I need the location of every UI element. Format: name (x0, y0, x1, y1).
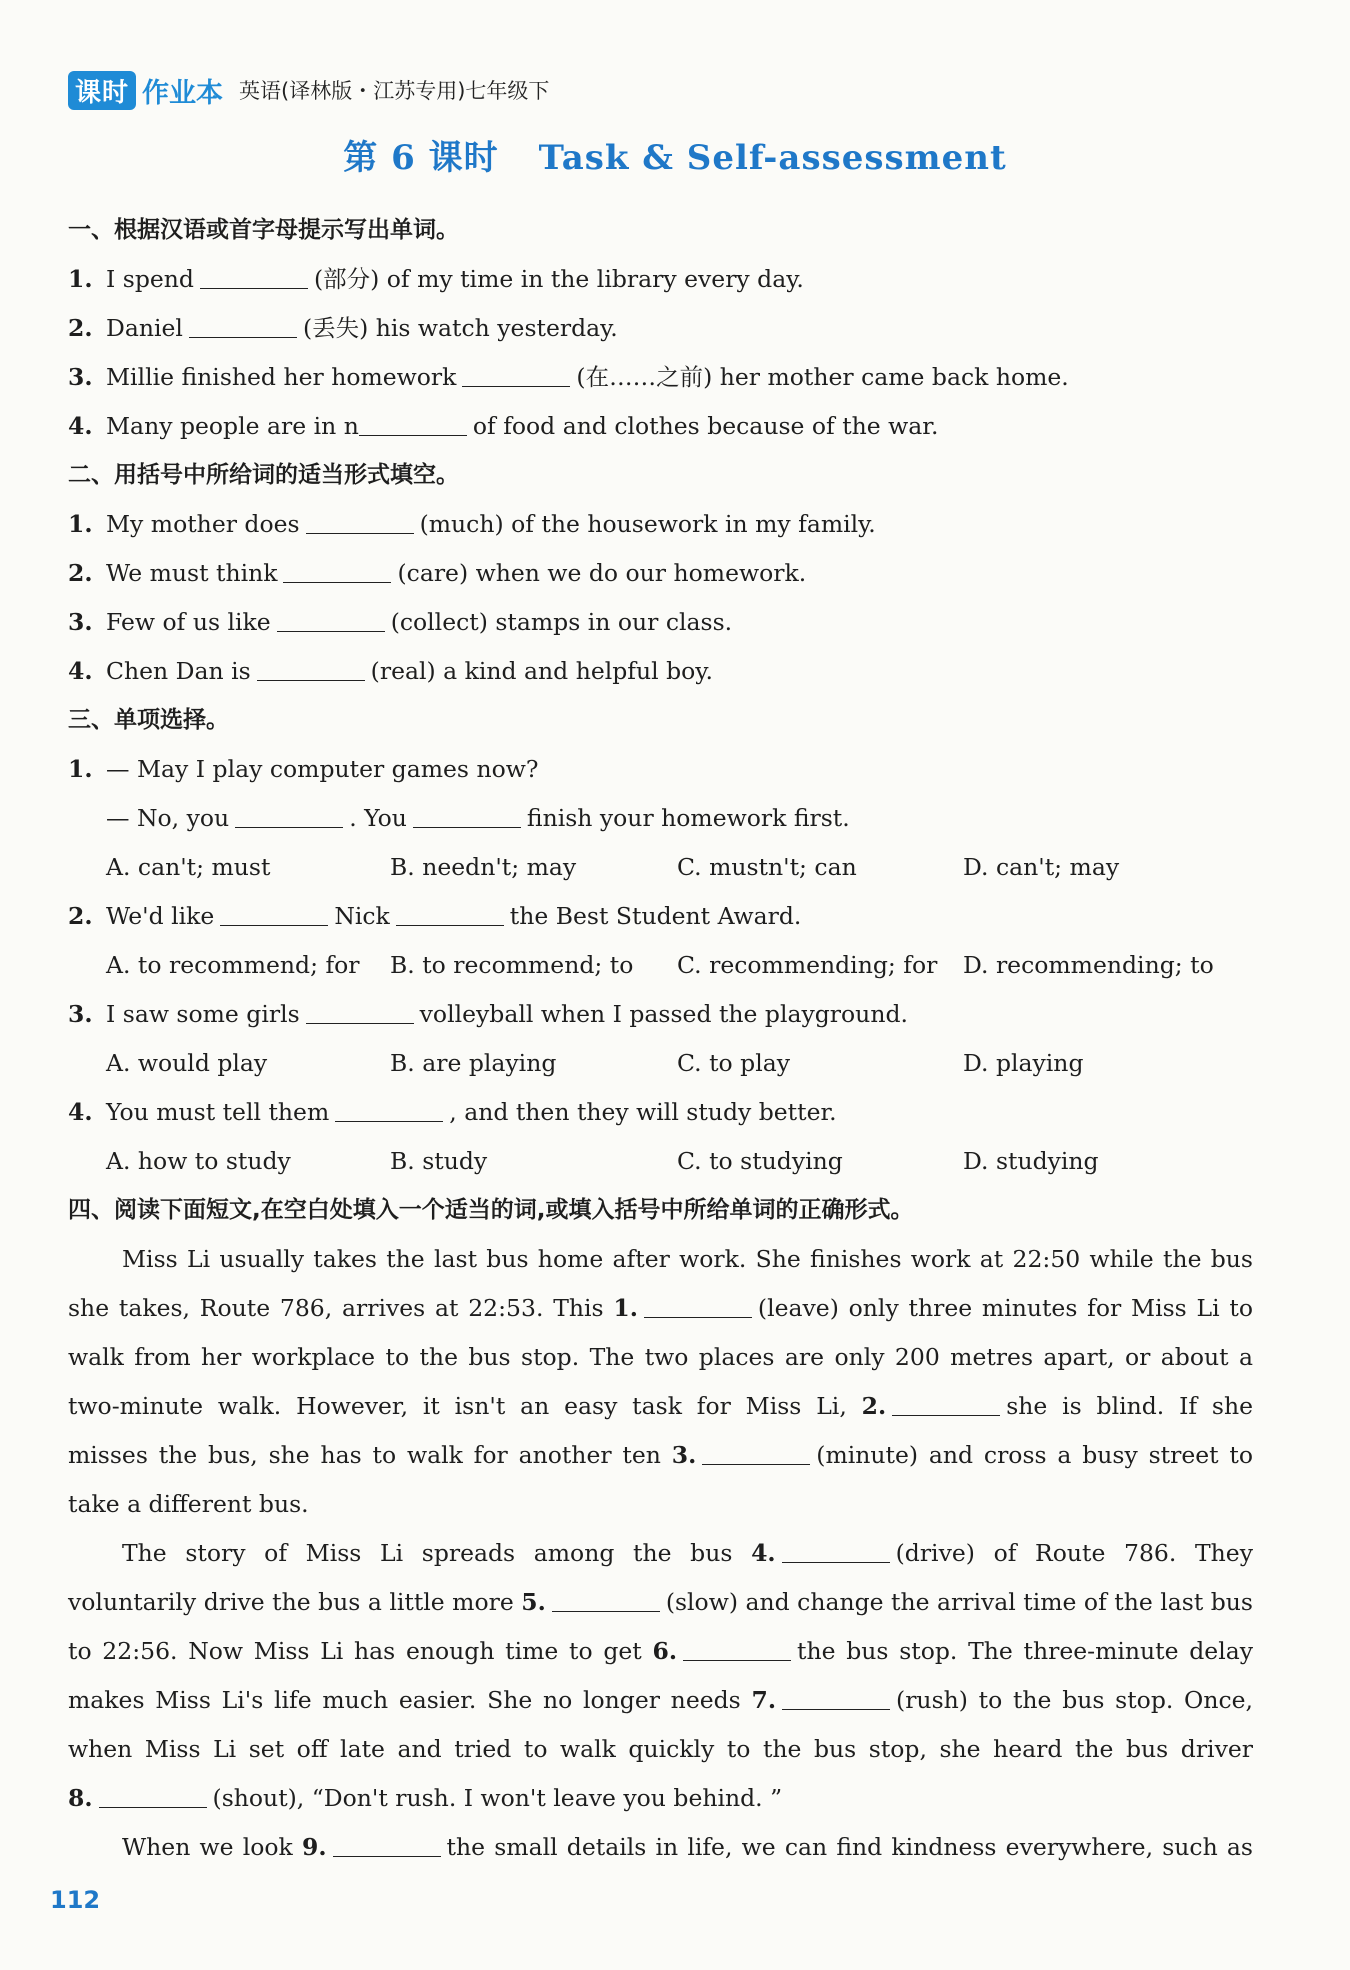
answer-blank[interactable] (782, 1540, 890, 1563)
option-d[interactable]: D. playing (963, 1049, 1084, 1077)
answer-blank[interactable] (413, 805, 521, 828)
passage-line: when Miss Li set off late and tried to walk quickly to the bus stop, she heard the bus driver (68, 1735, 1253, 1763)
s2-question-2: 2. We must think (care) when we do our homework. (68, 559, 807, 587)
passage-line: take a different bus. (68, 1490, 309, 1518)
passage-line: misses the bus, she has to walk for another ten 3. (minute) and cross a busy street to (68, 1441, 1253, 1469)
passage-line: to 22:56. Now Miss Li has enough time to get 6. the bus stop. The three-minute delay (68, 1637, 1253, 1665)
option-c[interactable]: C. to studying (677, 1147, 843, 1175)
option-c[interactable]: C. mustn't; can (677, 853, 857, 881)
page-title (0, 130, 1350, 179)
page-number: 112 (50, 1886, 101, 1914)
s1-question-3: 3. Millie finished her homework (在……之前) her mother came back home. (68, 363, 1069, 391)
passage-line: two-minute walk. However, it isn't an easy task for Miss Li, 2. she is blind. If she (68, 1392, 1253, 1420)
lesson-topic: Task & Self-assessment (538, 138, 1007, 178)
answer-blank[interactable] (683, 1638, 791, 1661)
book-subject: 英语(译林版・江苏专用)七年级下 (239, 79, 550, 103)
option-c[interactable]: C. to play (677, 1049, 790, 1077)
answer-blank[interactable] (277, 609, 385, 632)
answer-blank[interactable] (782, 1687, 890, 1710)
s3-question-2: 2. We'd like Nick the Best Student Award. (68, 902, 802, 930)
answer-blank[interactable] (644, 1295, 752, 1318)
answer-blank[interactable] (283, 560, 391, 583)
answer-blank[interactable] (462, 364, 570, 387)
option-b[interactable]: B. needn't; may (390, 853, 577, 881)
option-c[interactable]: C. recommending; for (677, 951, 938, 979)
option-d[interactable]: D. recommending; to (963, 951, 1214, 979)
option-b[interactable]: B. study (390, 1147, 488, 1175)
answer-blank[interactable] (359, 413, 467, 436)
answer-blank[interactable] (335, 1099, 443, 1122)
s3-question-4: 4. You must tell them , and then they will study better. (68, 1098, 837, 1126)
section2-heading: 二、用括号中所给词的适当形式填空。 (68, 462, 459, 488)
answer-blank[interactable] (552, 1589, 660, 1612)
passage-line: When we look 9. the small details in life, we can find kindness everywhere, such as (122, 1833, 1253, 1861)
passage-line: Miss Li usually takes the last bus home after work. She finishes work at 22:50 while the bus (122, 1245, 1253, 1273)
answer-blank[interactable] (220, 903, 328, 926)
option-a[interactable]: A. how to study (106, 1147, 291, 1175)
passage-line: voluntarily drive the bus a little more 5. (slow) and change the arrival time of the last bus (68, 1588, 1253, 1616)
answer-blank[interactable] (257, 658, 365, 681)
answer-blank[interactable] (306, 511, 414, 534)
s2-question-3: 3. Few of us like (collect) stamps in our class. (68, 608, 733, 636)
s3-q1-line1: 1. — May I play computer games now? (68, 755, 539, 783)
section1-heading: 一、根据汉语或首字母提示写出单词。 (68, 217, 459, 243)
s1-question-4: 4. Many people are in n of food and clothes because of the war. (68, 412, 939, 440)
passage-line: makes Miss Li's life much easier. She no longer needs 7. (rush) to the bus stop. Once, (68, 1686, 1253, 1714)
passage-line: The story of Miss Li spreads among the bus 4. (drive) of Route 786. They (122, 1539, 1253, 1567)
answer-blank[interactable] (892, 1393, 1000, 1416)
answer-blank[interactable] (235, 805, 343, 828)
answer-blank[interactable] (702, 1442, 810, 1465)
answer-blank[interactable] (396, 903, 504, 926)
answer-blank[interactable] (189, 315, 297, 338)
option-d[interactable]: D. can't; may (963, 853, 1120, 881)
s2-question-4: 4. Chen Dan is (real) a kind and helpful boy. (68, 657, 713, 685)
option-a[interactable]: A. can't; must (106, 853, 271, 881)
option-a[interactable]: A. would play (106, 1049, 268, 1077)
passage-line: 8. (shout), “Don't rush. I won't leave you behind. ” (68, 1784, 783, 1812)
answer-blank[interactable] (99, 1785, 207, 1808)
option-b[interactable]: B. to recommend; to (390, 951, 634, 979)
s3-question-3: 3. I saw some girls volleyball when I passed the playground. (68, 1000, 908, 1028)
s2-question-1: 1. My mother does (much) of the housework in my family. (68, 510, 876, 538)
answer-blank[interactable] (200, 266, 308, 289)
passage-line: she takes, Route 786, arrives at 22:53. This 1. (leave) only three minutes for Miss Li to (68, 1294, 1253, 1322)
option-a[interactable]: A. to recommend; for (106, 951, 360, 979)
s1-question-1: 1. I spend (部分) of my time in the library every day. (68, 265, 804, 293)
answer-blank[interactable] (306, 1001, 414, 1024)
s1-question-2: 2. Daniel (丢失) his watch yesterday. (68, 314, 618, 342)
book-brand: 作业本 (142, 77, 224, 109)
option-b[interactable]: B. are playing (390, 1049, 557, 1077)
section4-heading: 四、阅读下面短文,在空白处填入一个适当的词,或填入括号中所给单词的正确形式。 (68, 1197, 914, 1223)
passage-line: walk from her workplace to the bus stop. The two places are only 200 metres apart, or about a (68, 1343, 1253, 1371)
answer-blank[interactable] (333, 1834, 441, 1857)
option-d[interactable]: D. studying (963, 1147, 1099, 1175)
book-logo: 课时 (68, 71, 136, 110)
lesson-number: 第 6 课时 (343, 138, 499, 178)
book-header (68, 70, 549, 110)
section3-heading: 三、单项选择。 (68, 707, 229, 733)
s3-q1-line2: — No, you . You finish your homework first. (106, 804, 850, 832)
